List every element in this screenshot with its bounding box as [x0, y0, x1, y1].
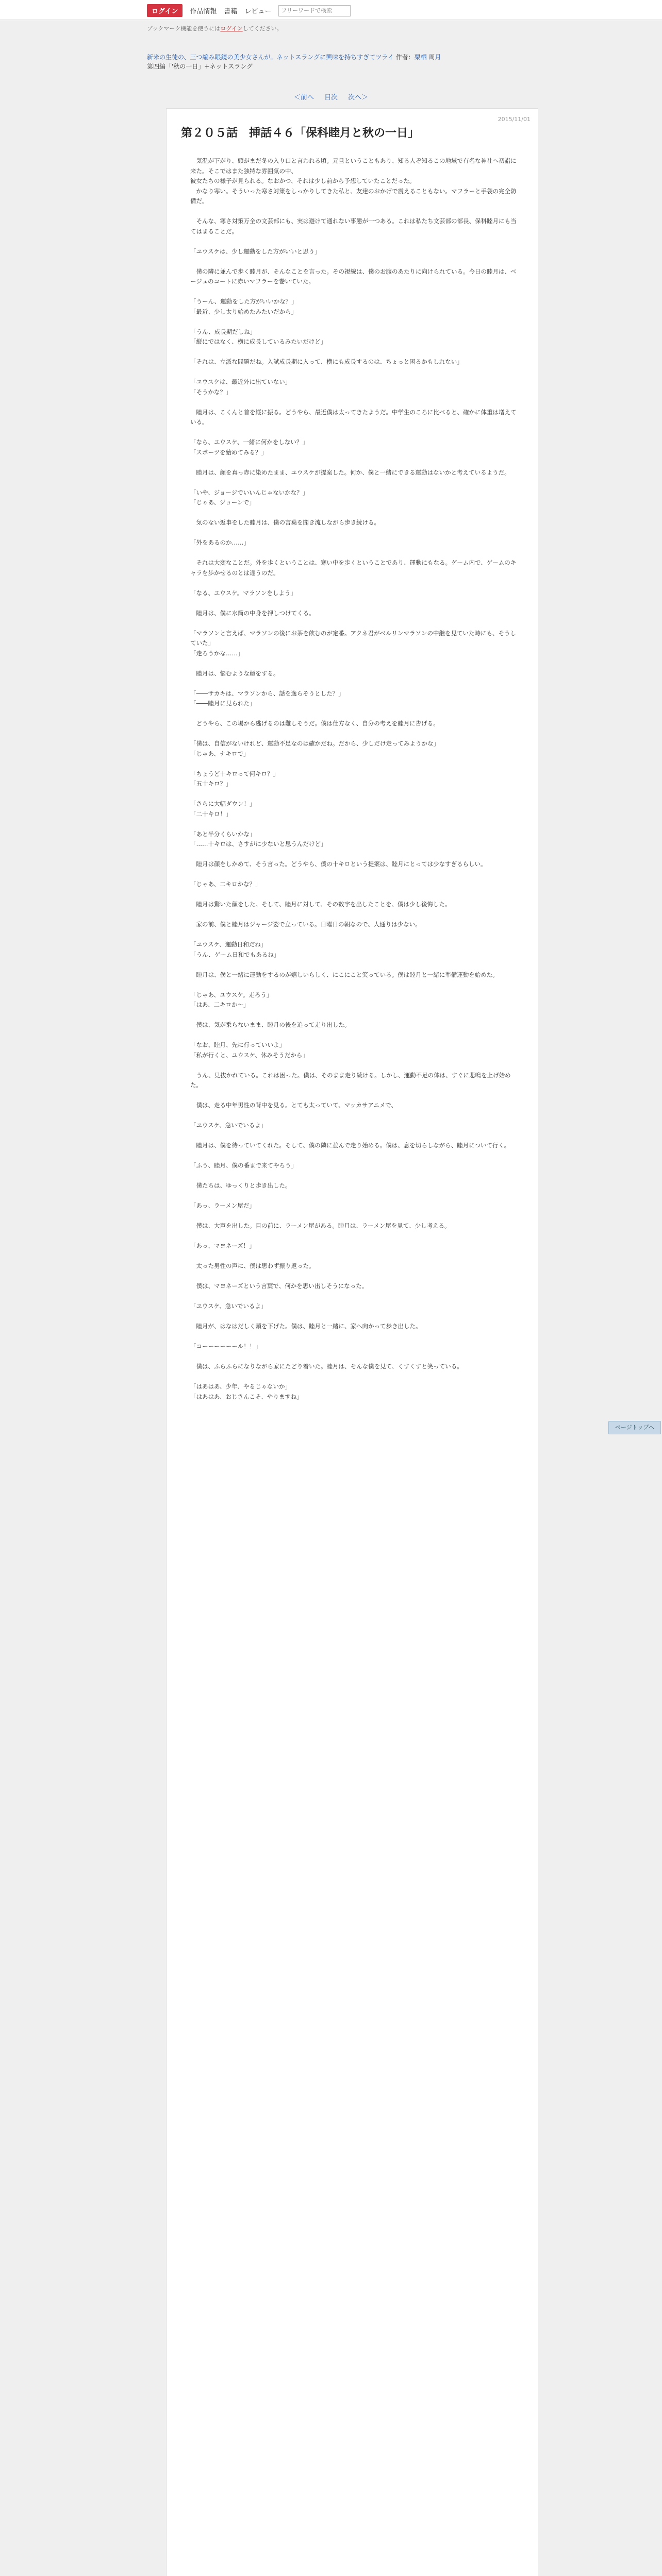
nav-books[interactable]: 書籍	[224, 8, 238, 15]
paragraph: 「うん、ゲーム日和でもあるね」	[190, 951, 280, 958]
paragraph: 「うん、成長期だしね」	[190, 328, 256, 335]
paragraph-gap	[190, 1372, 520, 1382]
paragraph: 「僕は、自信がないけれど、運動不足なのは確かだね。だから、少しだけ走ってみようかな」	[190, 740, 439, 747]
paragraph: 「コーーーーーール！！」	[190, 1343, 261, 1350]
paragraph-gap	[190, 1111, 520, 1121]
paragraph: 「ユウスケは、最近外に出ていない」	[190, 378, 291, 385]
paragraph-gap	[190, 347, 520, 358]
paragraph: 「なお、睦月、先に行っていいよ」	[190, 1041, 285, 1048]
paragraph: 「ふう、睦月、僕の番まで来てやろう」	[190, 1162, 297, 1169]
paragraph: 「それは、立派な問題だね。入試成長期に入って、横にも成長するのは、ちょっと困るかもしれない」	[190, 358, 463, 365]
paragraph-gap	[190, 257, 520, 267]
paragraph-gap	[190, 236, 520, 247]
pager-top	[0, 92, 662, 101]
paragraph: 睦月は、悩むような顔をする。	[190, 669, 279, 677]
paragraph-gap	[190, 1091, 520, 1101]
paragraph: 「さらに大幅ダウン！」	[190, 800, 256, 807]
top-header	[0, 0, 662, 20]
paragraph-gap	[190, 789, 520, 800]
paragraph-gap	[190, 709, 520, 719]
paragraph: 僕たちは、ゆっくりと歩き出した。	[190, 1182, 291, 1189]
paragraph: 「なる、ユウスケ。マラソンをしよう」	[190, 589, 296, 597]
episode-body	[190, 156, 520, 1402]
paragraph-gap	[190, 618, 520, 629]
nav-reviews[interactable]: レビュー	[244, 8, 272, 15]
page-top-button[interactable]: ページトップへ	[608, 1421, 661, 1434]
paragraph-gap	[190, 1171, 520, 1181]
paragraph: 「あっ、マヨネーズ！」	[190, 1242, 255, 1249]
paragraph: かなり寒い。そういった寒さ対策をしっかりしてきた私と、友達のおかげで震えることもない。マフラーと手袋の完全防備だ。	[190, 187, 517, 205]
paragraph: 僕は、大声を出した。目の前に、ラーメン屋がある。睦月は、ラーメン屋を見て、少し考える。	[190, 1222, 451, 1229]
paragraph: 「最近、少し太り始めたみたいだから」	[190, 308, 297, 315]
paragraph-gap	[190, 457, 520, 468]
paragraph: 「――睦月に見られた」	[190, 700, 256, 707]
paragraph-gap	[190, 679, 520, 689]
paragraph: 「あと半分くらいかな」	[190, 830, 256, 838]
paragraph: 「五十キロ？」	[190, 780, 232, 787]
author-label: 作者：	[395, 54, 415, 61]
paragraph-gap	[190, 1151, 520, 1161]
notice-login-link[interactable]: ログイン	[220, 25, 243, 32]
paragraph-gap	[190, 528, 520, 538]
paragraph: 「走ろうかな……」	[190, 649, 244, 657]
paragraph-gap	[190, 1010, 520, 1021]
paragraph: 睦月は驚いた顔をした。そして、睦月に対して、その数字を出したことを、僕は少し後悔した。	[190, 901, 451, 908]
paragraph: 「はあ、二キロか～」	[190, 1001, 250, 1008]
paragraph-gap	[190, 910, 520, 920]
work-title-link[interactable]: 新米の生徒の、三つ編み眼鏡の美少女さんが。ネットスラングに興味を持ちすぎてツライ	[147, 54, 394, 61]
paragraph: 「はあはあ、少年、やるじゃないか」	[190, 1383, 291, 1390]
notice-suffix: してください。	[242, 25, 283, 32]
paragraph-gap	[190, 870, 520, 880]
paragraph-gap	[190, 960, 520, 970]
paragraph: そんな、寒さ対策万全の文芸部にも、実は避けて通れない事態が一つある。これは私たち文芸部の部長、保科睦月にも当てはまることだ。	[190, 217, 517, 235]
notice-text	[147, 24, 283, 32]
paragraph: 「――サカキは、マラソンから、話を逸らそうとした？」	[190, 689, 344, 697]
paragraph-gap	[190, 598, 520, 608]
paragraph: 「そうかな？」	[190, 388, 232, 396]
paragraph: 「はあはあ、おじさんこそ、やりますね」	[190, 1393, 303, 1400]
paragraph: 僕の隣に並んで歩く睦月が、そんなことを言った。その視線は、僕のお腹のあたりに向けられている。今日の睦月は、ベージュのコートに赤いマフラーを巻いていた。	[190, 267, 517, 285]
paragraph-gap	[190, 1272, 520, 1282]
episode-date: 2015/11/01	[498, 116, 531, 123]
paragraph-gap	[190, 578, 520, 588]
paragraph-gap	[190, 1191, 520, 1201]
author-link[interactable]: 栗栖 周月	[414, 54, 441, 61]
paragraph: 太った男性の声に、僕は思わず振り返った。	[190, 1262, 315, 1269]
top-nav	[147, 4, 351, 17]
paragraph: 僕は、気が乗らないまま、睦月の後を追って走り出した。	[190, 1021, 351, 1028]
paragraph: 睦月は、顔を真っ赤に染めたまま、ユウスケが提案した。何か、僕と一緒にできる運動はないかと考えているようだ。	[190, 468, 510, 476]
paragraph: 「スポーツを始めてみる？」	[190, 448, 268, 456]
search-input[interactable]	[278, 5, 351, 16]
paragraph: それは大変なことだ。外を歩くということは、寒い中を歩くということであり、運動にもなる。ゲーム内で、ゲームのキャラを歩かせるのとは違うのだ。	[190, 559, 517, 577]
paragraph-gap	[190, 428, 520, 438]
paragraph: 僕は、ふらふらになりながら家にたどり着いた。睦月は、そんな僕を見て、くすくすと笑っている。	[190, 1363, 463, 1370]
paragraph-gap	[190, 508, 520, 518]
paragraph-gap	[190, 287, 520, 297]
paragraph-gap	[190, 1211, 520, 1222]
nav-works[interactable]: 作品情報	[190, 8, 217, 15]
breadcrumb	[147, 53, 518, 71]
paragraph: 家の前、僕と睦月はジャージ姿で立っている。日曜日の朝なので、人通りは少ない。	[190, 921, 421, 928]
paragraph: 気温が下がり、頭がまだ冬の入り口と言われる頃。元旦ということもあり、知る人ぞ知るこの地域で有名な神社へ初詣に来た。そこではまた独特な雰囲気の中、	[190, 157, 517, 175]
paragraph: うん、見抜かれている。これは困った。僕は、そのまま走り続ける。しかし、運動不足の体は、すぐに悲鳴を上げ始めた。	[190, 1071, 511, 1089]
paragraph-gap	[190, 1231, 520, 1242]
paragraph: 「いや、ジョージでいいんじゃないかな？」	[190, 488, 309, 496]
paragraph-gap	[190, 850, 520, 860]
paragraph-gap	[190, 759, 520, 769]
paragraph-gap	[190, 1060, 520, 1071]
paragraph: 「じゃあ、ナキロで」	[190, 750, 250, 757]
paragraph-gap	[190, 1332, 520, 1342]
paragraph: 「じゃあ、二キロかな？」	[190, 880, 261, 888]
paragraph: 睦月は、僕を待っていてくれた。そして、僕の隣に並んで走り始める。僕は、息を切らしながら、睦月について行く。	[190, 1142, 510, 1149]
paragraph: 「ちょうど十キロって何キロ？」	[190, 770, 279, 777]
paragraph-gap	[190, 1292, 520, 1302]
paragraph-gap	[190, 1312, 520, 1322]
paragraph: 「二十キロ！」	[190, 810, 232, 818]
paragraph: 「ユウスケ、運動日和だね」	[190, 941, 267, 948]
paragraph-gap	[190, 890, 520, 900]
next-link[interactable]: 次へ＞	[348, 94, 369, 101]
paragraph: 「あっ、ラーメン屋だ」	[190, 1202, 255, 1209]
paragraph: 睦月は、こくんと首を縦に振る。どうやら、最近僕は太ってきたようだ。中学生のころに比べると、確かに体重は増えている。	[190, 408, 517, 426]
login-button[interactable]: ログイン	[147, 4, 183, 17]
paragraph: 睦月は顔をしかめて、そう言った。どうやら、僕の十キロという提案は、睦月にとっては少なすぎるらしい。	[190, 860, 487, 868]
paragraph: 「うーん、運動をした方がいいかな？」	[190, 298, 297, 305]
paragraph-gap	[190, 1131, 520, 1141]
paragraph: 「縦にではなく、横に成長しているみたいだけど」	[190, 338, 327, 345]
login-notice	[0, 20, 662, 36]
paragraph: 睦月が、はなはだしく頭を下げた。僕は、睦月と一緒に、家へ向かって歩き出した。	[190, 1323, 422, 1330]
paragraph: 「マラソンと言えば、マラソンの後にお茶を飲むのが定番。アクネ君がベルリンマラソンの中継を見ていた時にも、そうしていた」	[190, 629, 517, 647]
episode-page	[166, 108, 538, 2576]
chapter-label: 第四編「'秋の一日」+ネットスラング	[147, 63, 253, 70]
paragraph: 僕は、走る中年男性の背中を見る。とても太っていて、マッカサアニメで、	[190, 1101, 398, 1109]
paragraph: 「私が行くと、ユウスケ、休みそうだから」	[190, 1051, 308, 1059]
paragraph-gap	[190, 980, 520, 990]
paragraph: 「……十キロは、さすがに少ないと思うんだけど」	[190, 840, 327, 848]
paragraph-gap	[190, 397, 520, 408]
toc-link[interactable]: 目次	[324, 94, 338, 101]
notice-prefix: ブックマーク機能を使うには	[147, 25, 221, 32]
paragraph: 「じゃあ、ユウスケ。走ろう」	[190, 991, 273, 998]
episode-title: 第２０５話 挿話４６「保科睦月と秋の一日」	[181, 127, 420, 140]
paragraph: 睦月は、僕と一緒に運動をするのが嬉しいらしく、にこにこと笑っている。僕は睦月と一緒に準備運動を始めた。	[190, 971, 499, 978]
paragraph-gap	[190, 548, 520, 558]
paragraph-gap	[190, 367, 520, 378]
paragraph-gap	[190, 658, 520, 669]
paragraph: 睦月は、僕に水筒の中身を押しつけてくる。	[190, 609, 315, 617]
paragraph: 気のない返事をした睦月は、僕の言葉を聞き流しながら歩き続ける。	[190, 519, 380, 526]
paragraph-gap	[190, 930, 520, 940]
paragraph: 「外をあるのか……」	[190, 539, 250, 546]
paragraph-gap	[190, 1352, 520, 1362]
paragraph-gap	[190, 729, 520, 739]
paragraph-gap	[190, 478, 520, 488]
prev-link[interactable]: ＜前へ	[293, 94, 314, 101]
paragraph-gap	[190, 317, 520, 327]
paragraph: 「ユウスケ、急いでいるよ」	[190, 1122, 267, 1129]
paragraph-gap	[190, 207, 520, 217]
paragraph: 僕は、マヨネーズという言葉で、何かを思い出しそうになった。	[190, 1282, 368, 1290]
paragraph-gap	[190, 1251, 520, 1262]
paragraph: 彼女たちの様子が見られる。なおかつ、それは少し前から予想していたことだった。	[190, 177, 416, 184]
paragraph: 「なら、ユウスケ、一緒に何かをしない？」	[190, 438, 308, 446]
paragraph: 「ユウスケ、急いでいるよ」	[190, 1302, 267, 1310]
paragraph-gap	[190, 1030, 520, 1041]
paragraph: 「ユウスケは、少し運動をした方がいいと思う」	[190, 247, 321, 255]
paragraph-gap	[190, 819, 520, 829]
paragraph: 「じゃあ、ジョーンで」	[190, 499, 255, 506]
paragraph: どうやら、この場から逃げるのは難しそうだ。僕は仕方なく、自分の考えを睦月に告げる。	[190, 720, 439, 727]
